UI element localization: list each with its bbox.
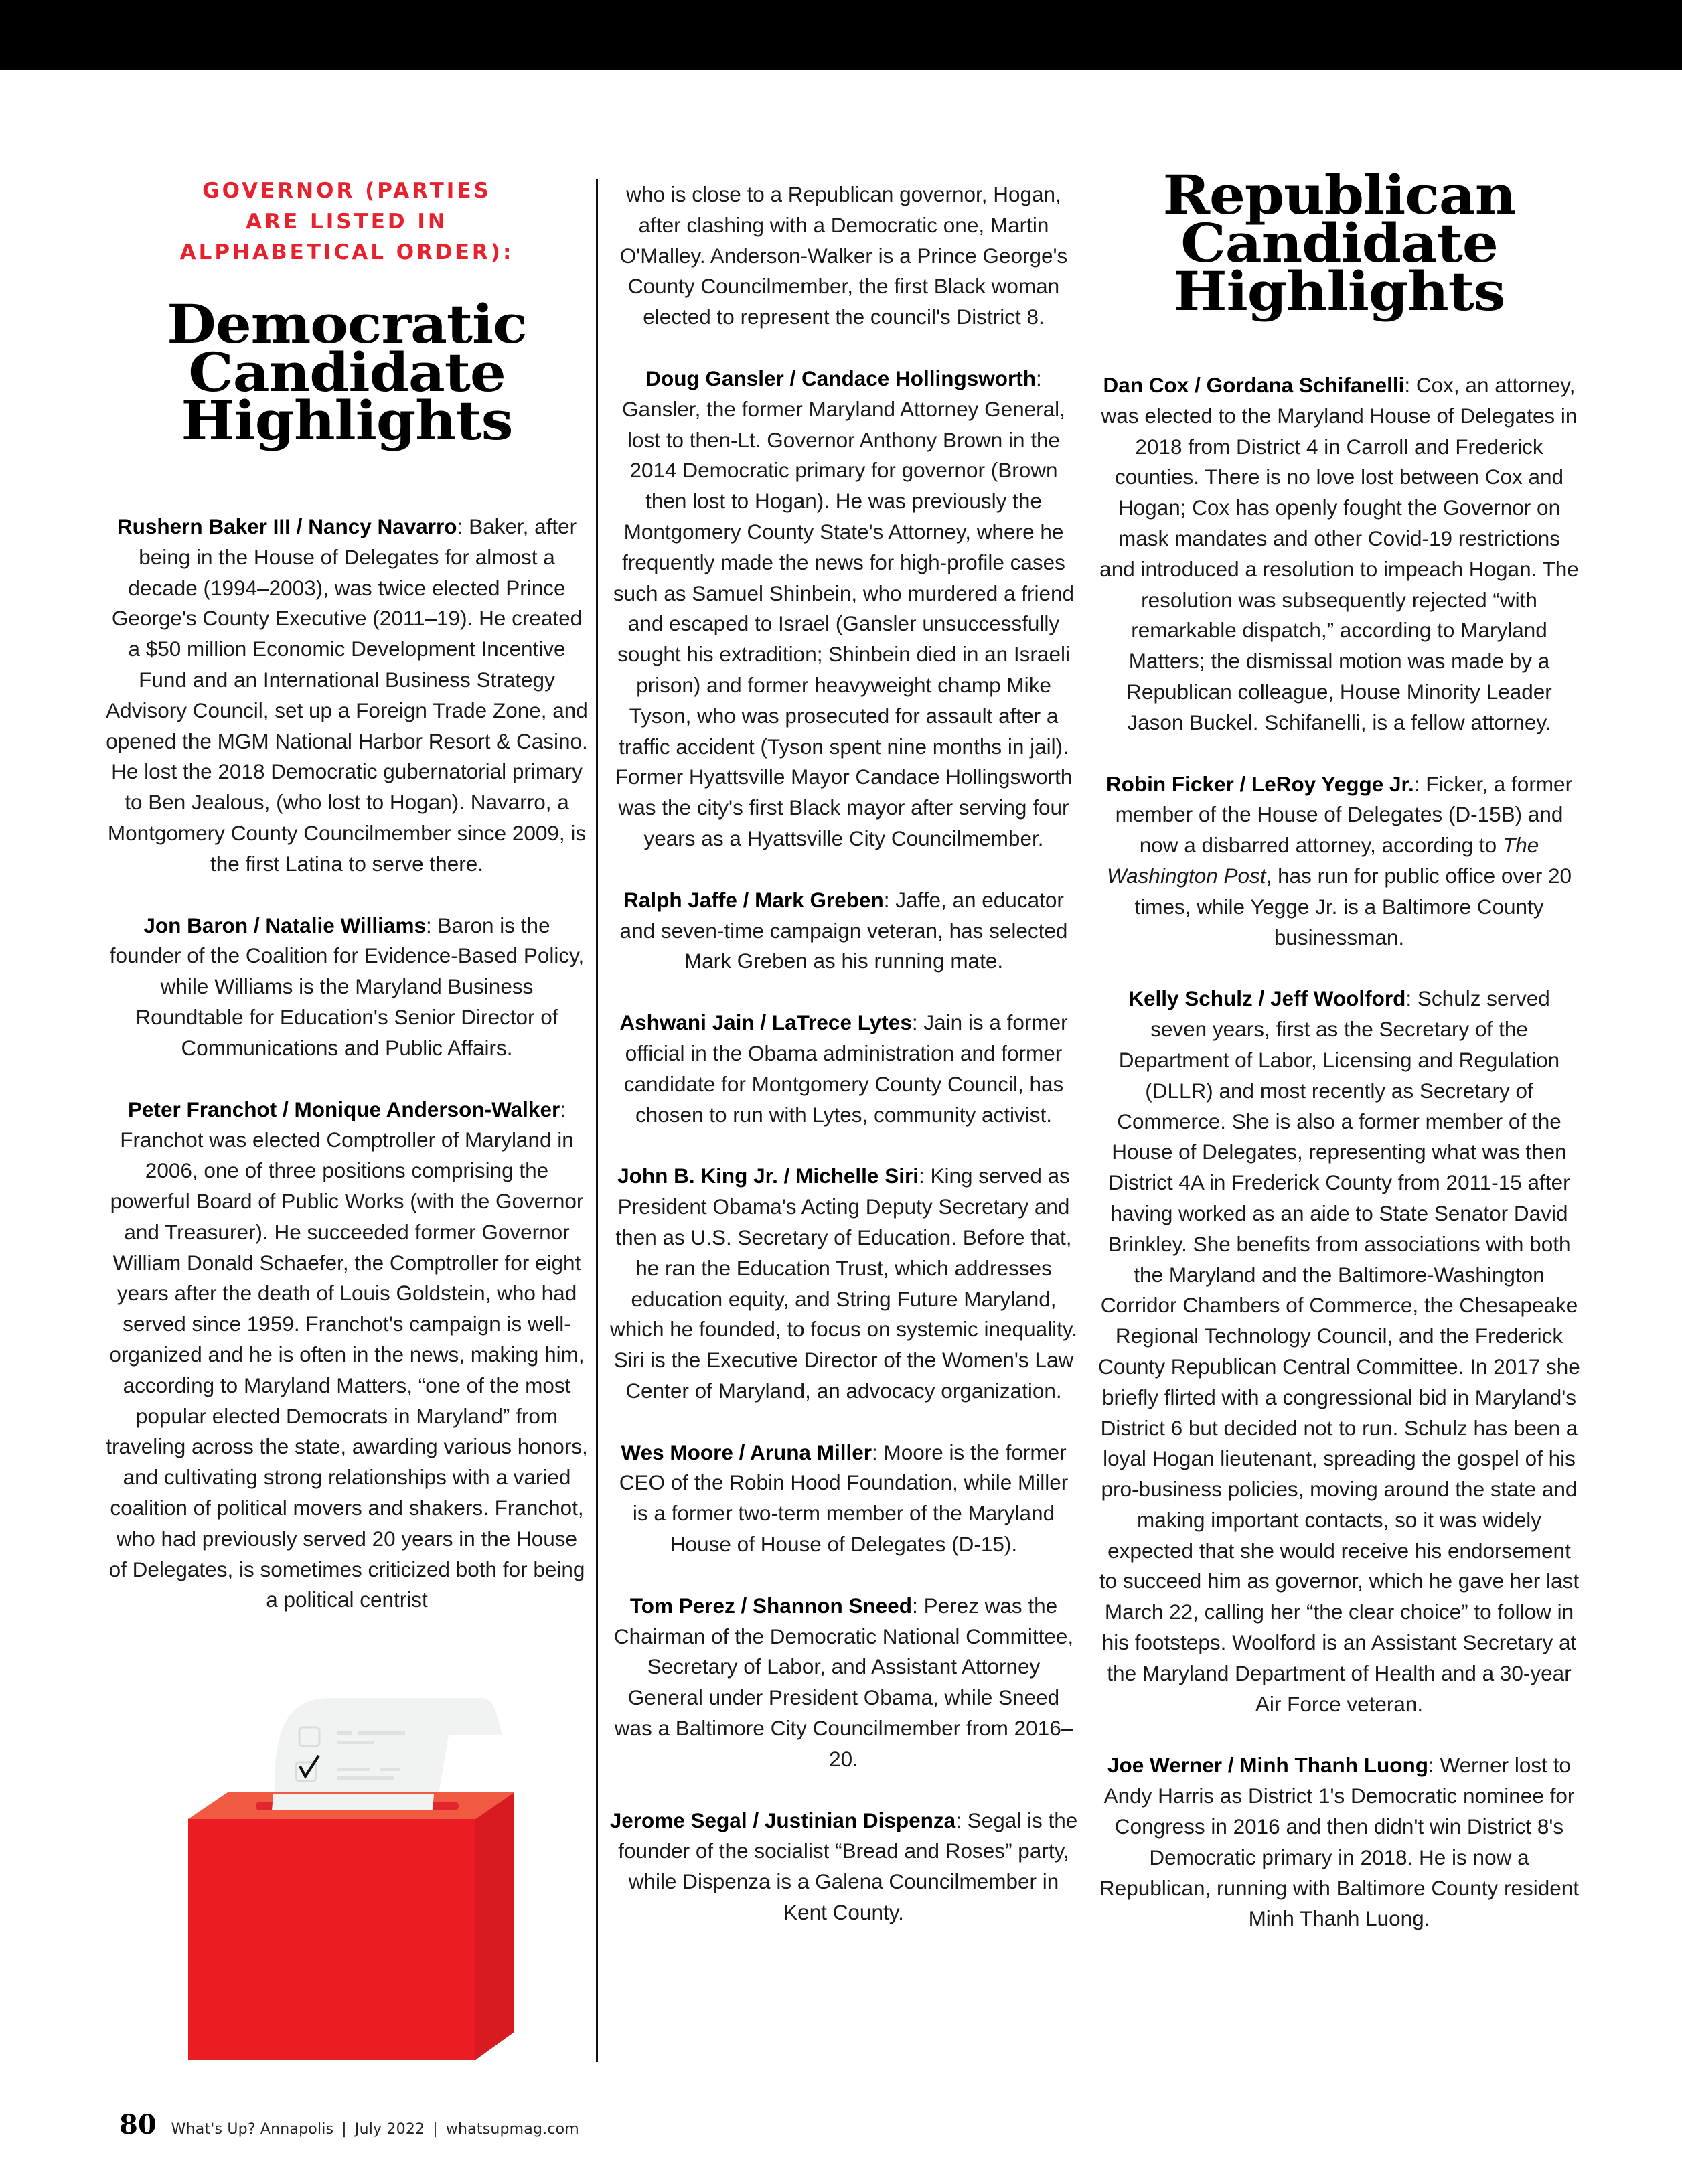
candidate-names: Ashwani Jain / LaTrece Lytes <box>619 1010 912 1035</box>
candidate-names: Jon Baron / Natalie Williams <box>143 913 426 937</box>
candidate-bio: : Werner lost to Andy Harris as District 1's Democratic nominee for Congress in 2016 and then didn't win District 8's Democratic primary in 2018. He is now a Republican, running with Baltimore County resident Minh Thanh Luong. <box>1099 1753 1580 1931</box>
publication-title: The Washington Post <box>1107 833 1539 888</box>
publication-name: What's Up? Annapolis <box>171 2121 334 2138</box>
democratic-column-middle <box>609 179 1078 1959</box>
democratic-column-left <box>106 175 588 1646</box>
candidate-bio: : Moore is the former CEO of the Robin Hood Foundation, while Miller is a former two-term member of the Maryland House of House of Delegates (D-15). <box>619 1439 1069 1557</box>
candidate-entry <box>106 911 588 1064</box>
candidate-bio: : Jain is a former official in the Obama administration and former candidate for Montgomery County Council, has chosen to run with Lytes, community activist. <box>623 1010 1068 1127</box>
candidate-names: Peter Franchot / Monique Anderson-Walker <box>127 1097 560 1121</box>
kicker-line: ARE LISTED IN <box>246 210 448 234</box>
candidate-names: John B. King Jr. / Michelle Siri <box>617 1164 919 1188</box>
republican-headline <box>1083 163 1594 323</box>
candidate-bio: : Jaffe, an educator and seven-time campaign veteran, has selected Mark Greben as his running mate. <box>619 887 1068 973</box>
candidate-entry <box>106 1095 588 1616</box>
candidate-entry <box>1098 1750 1580 1934</box>
democratic-headline <box>91 293 602 452</box>
candidate-entry <box>609 1437 1078 1560</box>
candidate-entry <box>1098 370 1580 738</box>
issue-date: July 2022 <box>354 2121 425 2138</box>
candidate-names: Wes Moore / Aruna Miller <box>621 1439 872 1464</box>
candidate-bio: : Ficker, a former member of the House of Delegates (D-15B) and now a disbarred attorney, according to <box>1115 771 1573 858</box>
candidate-bio: : Segal is the founder of the socialist “Bread and Roses” party, while Dispenza is a Galena Councilmember in Kent County. <box>618 1808 1078 1925</box>
candidate-bio: , has run for public office over 20 times, while Yegge Jr. is a Baltimore County businessman. <box>1134 863 1572 949</box>
candidate-bio: : Baker, after being in the House of Delegates for almost a decade (1994–2003), was twice elected Prince George's County Executive (2011–19). He created a $50 million Economic Development Incentive Fund and an International Business Strategy Advisory Council, set up a Foreign Trade Zone, and opened the MGM National Harbor Resort & Casino. He lost the 2018 Democratic gubernatorial primary to Ben Jealous, (who lost to Hogan). Navarro, a Montgomery County Councilmember since 2009, is the first Latina to serve there. <box>106 514 588 876</box>
page-number: 80 <box>119 2109 157 2140</box>
candidate-bio: : Cox, an attorney, was elected to the Maryland House of Delegates in 2018 from District 4 in Carroll and Frederick counties. There is no love lost between Cox and Hogan; Cox has openly fought the Governor on mask mandates and other Covid-19 restrictions and introduced a resolution to impeach Hogan. The resolution was subsequently rejected “with remarkable dispatch,” according to Maryland Matters; the dismissal motion was made by a Republican colleague, House Minority Leader Jason Buckel. Schifanelli, is a fellow attorney. <box>1099 373 1579 734</box>
candidate-entry <box>609 1008 1078 1130</box>
headline-line: Republican <box>1162 163 1516 226</box>
candidate-bio: : King served as President Obama's Acting Deputy Secretary and then as U.S. Secretary of Education. Before that, he ran the Education Trust, which addresses education equity, and String Future Maryland, which he founded, to focus on systemic inequality. Siri is the Executive Director of the Women's Law Center of Maryland, an advocacy organization. <box>609 1164 1078 1403</box>
headline-line: Highlights <box>181 389 513 452</box>
ballot-box-icon <box>174 1687 522 2062</box>
column-divider <box>596 179 598 2062</box>
continued-entry: who is close to a Republican governor, Hogan, after clashing with a Democratic one, Martin O'Malley. Anderson-Walker is a Prince George's County Councilmember, the first Black woman elected to represent the council's District 8. <box>619 182 1068 329</box>
candidate-bio: : Schulz served seven years, first as the Secretary of the Department of Labor, Licensing and Regulation (DLLR) and most recently as Secretary of Commerce. She is also a former member of the House of Delegates, representing what was then District 4A in Frederick County from 2011-15 after having worked as an aide to State Senator David Brinkley. She benefits from associations with both the Maryland and the Baltimore-Washington Corridor Chambers of Commerce, the Chesapeake Regional Technology Council, and the Frederick County Republican Central Committee. In 2017 she briefly flirted with a congressional bid in Maryland's District 6 but decided not to run. Schulz has been a loyal Hogan lieutenant, spreading the gospel of his pro-business policies, moving around the state and making important contacts, so it was widely expected that she would receive his endorsement to succeed him as governor, which he gave her last March 22, calling her “the clear choice” to follow in his footsteps. Woolford is an Assistant Secretary at the Maryland Department of Health and a 30-year Air Force veteran. <box>1098 986 1580 1716</box>
top-black-bar <box>0 0 1682 70</box>
candidate-names: Tom Perez / Shannon Sneed <box>629 1593 913 1618</box>
candidate-entry <box>609 1591 1078 1775</box>
candidate-names: Dan Cox / Gordana Schifanelli <box>1103 373 1405 397</box>
candidate-names: Ralph Jaffe / Mark Greben <box>623 887 884 912</box>
website-link[interactable]: whatsupmag.com <box>445 2121 579 2138</box>
headline-line: Candidate <box>188 341 506 404</box>
candidate-names: Doug Gansler / Candace Hollingsworth <box>645 366 1037 390</box>
candidate-names: Robin Ficker / LeRoy Yegge Jr. <box>1105 771 1414 796</box>
footer-separator: | <box>341 2121 347 2138</box>
candidate-names: Jerome Segal / Justinian Dispenza <box>609 1808 956 1832</box>
republican-column <box>1098 163 1580 1965</box>
candidate-bio: : Franchot was elected Comptroller of Maryland in 2006, one of three positions comprising the powerful Board of Public Works (with the Governor and Treasurer). He succeeded former Governor William Donald Schaefer, the Comptroller for eight years after the death of Louis Goldstein, who had served since 1959. Franchot's campaign is well-organized and he is often in the news, making him, according to Maryland Matters, “one of the most popular elected Democrats in Maryland” from traveling across the state, awarding various honors, and cultivating strong relationships with a varied coalition of political movers and shakers. Franchot, who had previously served 20 years in the House of Delegates, is sometimes criticized both for being a political centrist <box>106 1097 588 1612</box>
candidate-bio: : Perez was the Chairman of the Democratic National Committee, Secretary of Labor, and Assistant Attorney General under President Obama, while Sneed was a Baltimore City Councilmember from 2016–20. <box>613 1593 1074 1771</box>
candidate-bio: : Gansler, the former Maryland Attorney General, lost to then-Lt. Governor Anthony Brown in the 2014 Democratic primary for governor (Brown then lost to Hogan). He was previously the Montgomery County State's Attorney, where he frequently made the news for high-profile cases such as Samuel Shinbein, who murdered a friend and escaped to Israel (Gansler unsuccessfully sought his extradition; Shinbein died in an Israeli prison) and former heavyweight champ Mike Tyson, who was prosecuted for assault after a traffic accident (Tyson spent nine months in jail). Former Hyattsville Mayor Candace Hollingsworth was the city's first Black mayor after serving four years as a Hyattsville City Councilmember. <box>613 366 1075 850</box>
candidate-entry <box>609 364 1078 854</box>
candidate-entry <box>106 512 588 880</box>
headline-line: Highlights <box>1173 260 1505 323</box>
candidate-bio: : Baron is the founder of the Coalition for Evidence-Based Policy, while Williams is the Maryland Business Roundtable for Education's Senior Director of Communications and Public Affairs. <box>109 913 585 1060</box>
candidate-names: Kelly Schulz / Jeff Woolford <box>1128 986 1406 1011</box>
candidate-entry <box>1098 769 1580 953</box>
footer-separator: | <box>433 2121 438 2138</box>
kicker-line: GOVERNOR (PARTIES <box>202 179 491 203</box>
page-footer <box>119 2109 579 2149</box>
candidate-names: Rushern Baker III / Nancy Navarro <box>117 514 457 538</box>
candidate-entry <box>1098 984 1580 1719</box>
headline-line: Candidate <box>1180 212 1498 275</box>
section-kicker <box>106 175 588 268</box>
candidate-entry <box>609 1806 1078 1928</box>
headline-line: Democratic <box>167 293 527 356</box>
kicker-line: ALPHABETICAL ORDER): <box>179 240 514 264</box>
candidate-names: Joe Werner / Minh Thanh Luong <box>1107 1753 1428 1778</box>
candidate-entry <box>609 1161 1078 1406</box>
candidate-entry <box>609 885 1078 977</box>
